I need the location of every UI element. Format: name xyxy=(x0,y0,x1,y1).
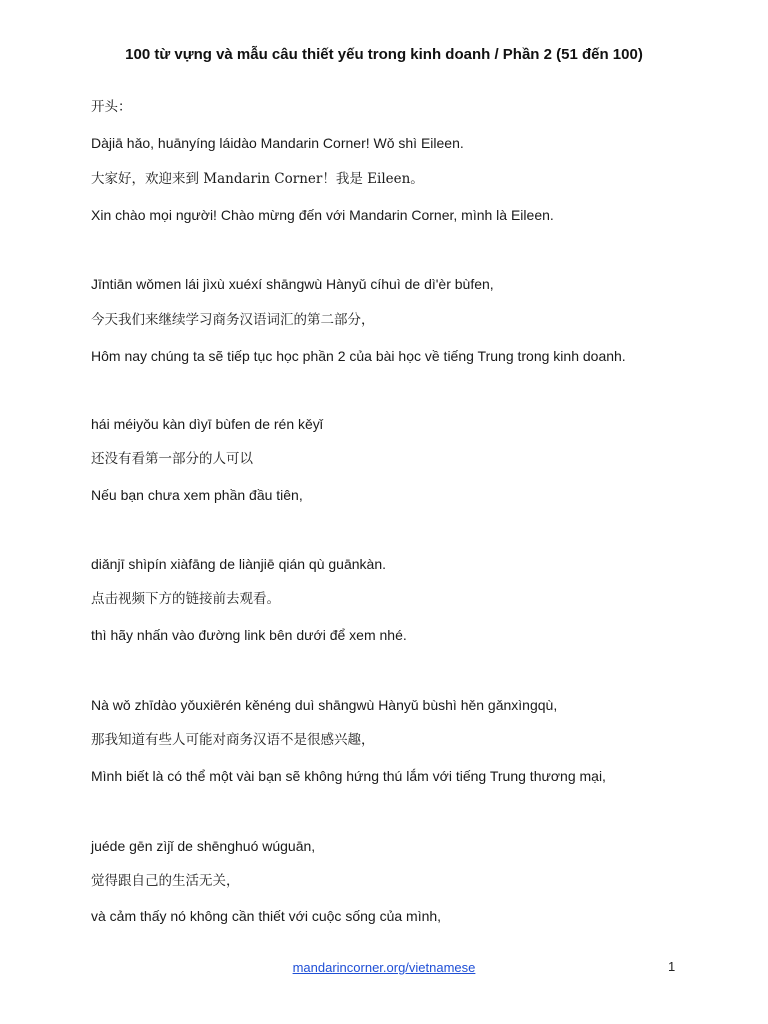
line-pinyin: juéde gēn zìjǐ de shēnghuó wúguān, xyxy=(91,838,316,854)
line-pinyin: diǎnjī shìpín xiàfāng de liànjiē qián qù guānkàn. xyxy=(91,556,386,572)
section-heading: 开头： xyxy=(91,99,132,115)
line-chinese: 那我知道有些人可能对商务汉语不是很感兴趣， xyxy=(91,732,375,748)
line-vietnamese: thì hãy nhấn vào đường link bên dưới để xem nhé. xyxy=(91,627,407,643)
line-pinyin: Nà wǒ zhīdào yǒuxiērén kěnéng duì shāngwù Hànyǔ bùshì hěn gǎnxìngqù, xyxy=(91,697,558,713)
line-chinese: 还没有看第一部分的人可以 xyxy=(91,451,253,467)
line-vietnamese: Hôm nay chúng ta sẽ tiếp tục học phần 2 của bài học về tiếng Trung trong kinh doanh. xyxy=(91,348,626,364)
line-pinyin: Jīntiān wǒmen lái jìxù xuéxí shāngwù Hànyǔ cíhuì de dì'èr bùfen, xyxy=(91,276,494,292)
line-chinese: 觉得跟自己的生活无关， xyxy=(91,873,240,889)
line-chinese: 点击视频下方的链接前去观看。 xyxy=(91,591,280,607)
line-chinese: 大家好，欢迎来到 Mandarin Corner！我是 Eileen。 xyxy=(91,171,424,187)
line-vietnamese: và cảm thấy nó không cần thiết với cuộc sống của mình, xyxy=(91,908,442,924)
line-pinyin: Dàjiā hǎo, huānyíng láidào Mandarin Corner! Wǒ shì Eileen. xyxy=(91,135,464,151)
line-vietnamese: Nếu bạn chưa xem phần đầu tiên, xyxy=(91,487,303,503)
page-number: 1 xyxy=(668,959,676,974)
line-chinese: 今天我们来继续学习商务汉语词汇的第二部分， xyxy=(91,312,375,328)
line-vietnamese: Mình biết là có thể một vài bạn sẽ không hứng thú lắm với tiếng Trung thương mại, xyxy=(91,768,606,784)
line-vietnamese: Xin chào mọi người! Chào mừng đến với Mandarin Corner, mình là Eileen. xyxy=(91,207,554,223)
line-pinyin: hái méiyǒu kàn dìyī bùfen de rén kěyǐ xyxy=(91,416,323,432)
document-title: 100 từ vựng và mẫu câu thiết yếu trong kinh doanh / Phần 2 (51 đến 100) xyxy=(125,46,643,63)
footer-link[interactable]: mandarincorner.org/vietnamese xyxy=(292,960,476,975)
